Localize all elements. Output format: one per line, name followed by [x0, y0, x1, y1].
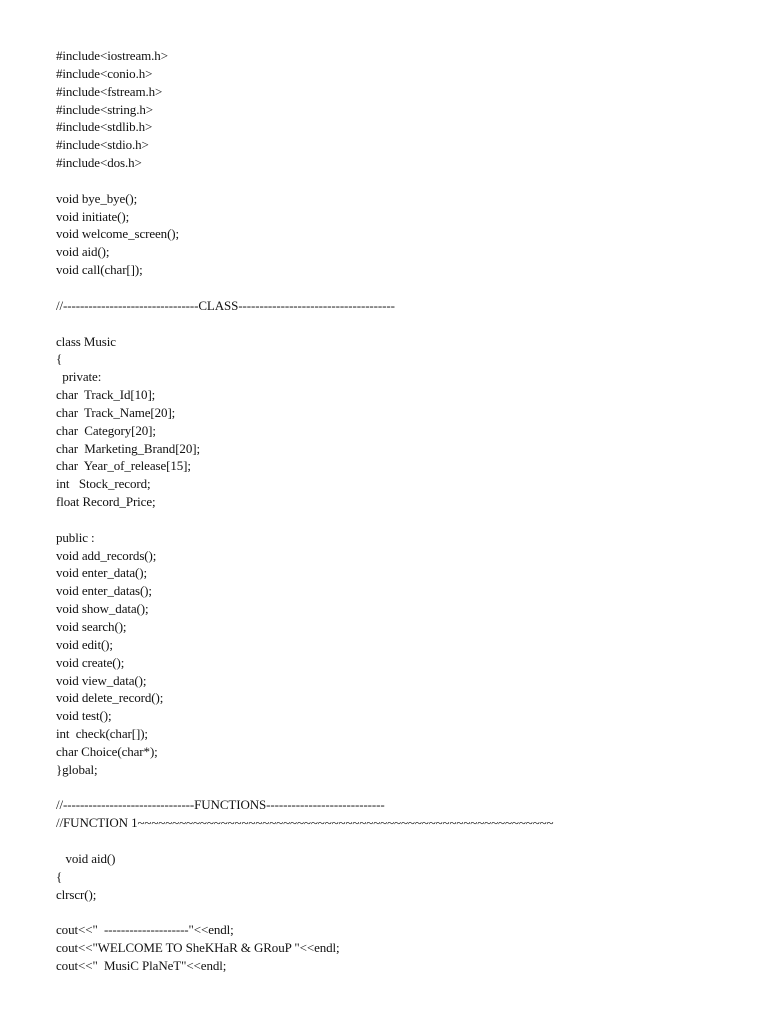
code-line: void show_data();: [56, 601, 149, 617]
code-line: #include<conio.h>: [56, 65, 153, 81]
code-line: [56, 315, 746, 333]
code-line: }global;: [56, 761, 98, 777]
code-line: public :: [56, 529, 95, 545]
code-line: char Category[20];: [56, 422, 156, 438]
code-line: cout<<" MusiC PlaNeT"<<endl;: [56, 958, 227, 974]
code-line: float Record_Price;: [56, 494, 156, 510]
code-line: void delete_record();: [56, 690, 164, 706]
code-line: #include<dos.h>: [56, 155, 142, 171]
code-line: void call(char[]);: [56, 262, 143, 278]
code-line: void view_data();: [56, 672, 147, 688]
code-line: #include<fstream.h>: [56, 83, 163, 99]
code-line: {: [56, 351, 63, 367]
code-line: void add_records();: [56, 547, 157, 563]
code-line: #include<iostream.h>: [56, 48, 168, 63]
code-line: char Year_of_release[15];: [56, 458, 191, 474]
code-line: void bye_bye();: [56, 190, 138, 206]
code-line: #include<string.h>: [56, 101, 153, 117]
code-line: [56, 832, 746, 850]
code-line: [56, 779, 746, 797]
code-line: [56, 279, 746, 297]
code-line: void enter_data();: [56, 565, 147, 581]
code-line: void test();: [56, 708, 112, 724]
code-line: cout<<" --------------------"<<endl;: [56, 922, 234, 938]
code-line: [56, 172, 746, 190]
code-line: //FUNCTION 1~~~~~~~~~~~~~~~~~~~~~~~~~~~~~~~~~~~~~~~~~~~~~~~~~~~~~~~~~~~~: [56, 815, 554, 831]
code-line: private:: [56, 369, 102, 385]
code-line: void search();: [56, 619, 127, 634]
code-line: [56, 904, 746, 922]
code-line: //-------------------------------FUNCTIONS----------------------------: [56, 797, 385, 813]
code-line: void aid();: [56, 244, 110, 260]
code-line: int Stock_record;: [56, 476, 151, 492]
document-body: [56, 47, 746, 975]
code-line: cout<<"WELCOME TO SheKHaR & GRouP "<<endl;: [56, 940, 340, 956]
code-line: void edit();: [56, 636, 113, 652]
code-line: clrscr();: [56, 886, 97, 902]
code-line: void enter_datas();: [56, 583, 152, 599]
code-line: char Marketing_Brand[20];: [56, 440, 200, 456]
code-line: void aid(): [56, 850, 116, 866]
code-line: int check(char[]);: [56, 726, 148, 742]
code-line: char Choice(char*);: [56, 743, 158, 759]
code-line: {: [56, 868, 63, 884]
code-line: void welcome_screen();: [56, 226, 180, 242]
code-line: char Track_Name[20];: [56, 404, 176, 420]
code-line: //--------------------------------CLASS-------------------------------------: [56, 297, 395, 313]
code-line: #include<stdio.h>: [56, 137, 149, 153]
code-line: #include<stdlib.h>: [56, 119, 153, 135]
code-line: void initiate();: [56, 208, 130, 224]
code-line: class Music: [56, 333, 116, 349]
code-line: void create();: [56, 654, 125, 670]
code-line: [56, 511, 746, 529]
code-line: char Track_Id[10];: [56, 387, 156, 403]
